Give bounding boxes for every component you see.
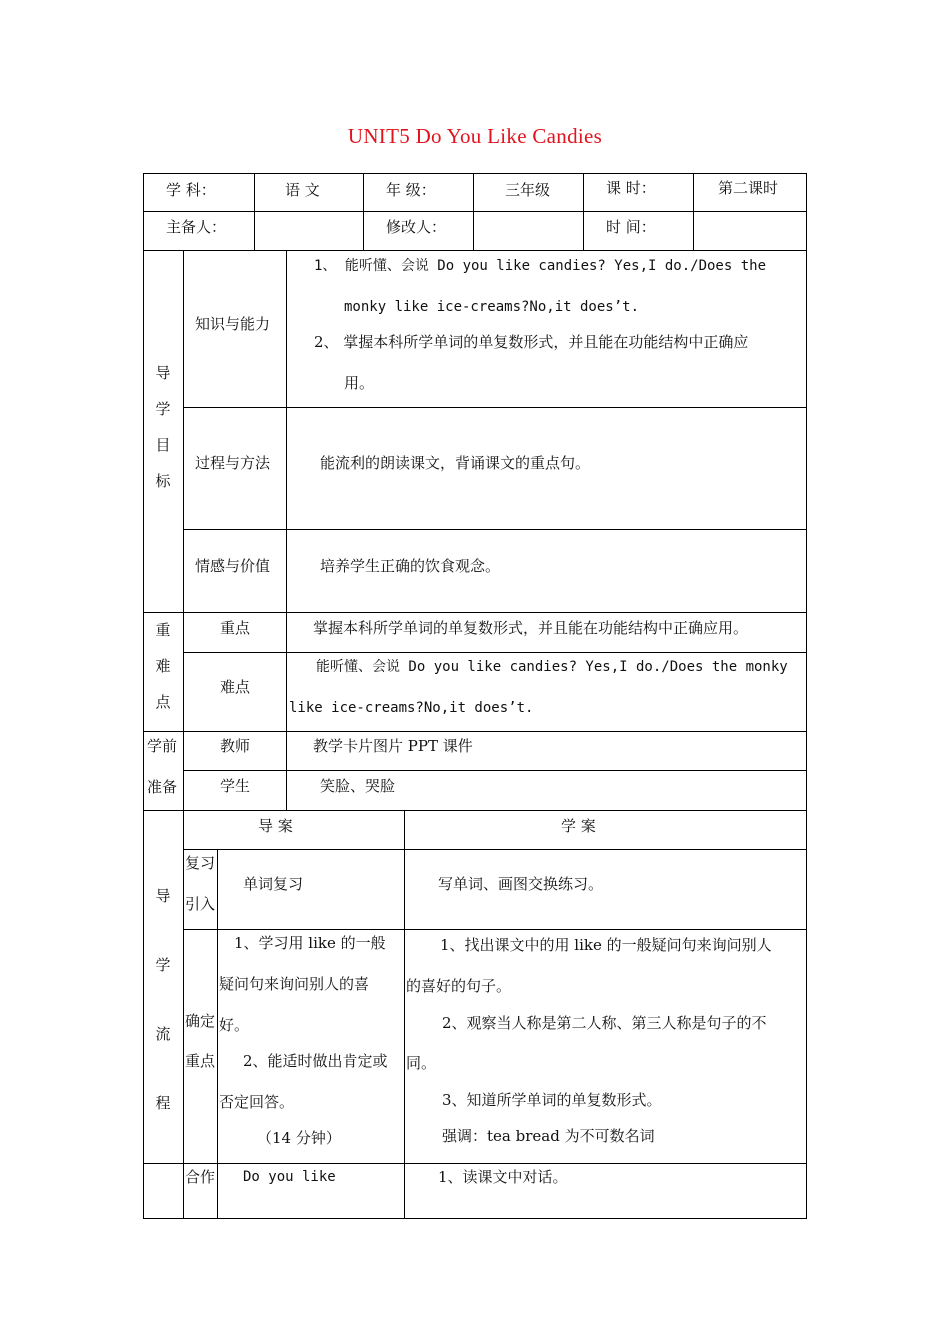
time-label: 时 间： <box>606 218 656 236</box>
focus-guide-line-4: 2、能适时做出肯定或 <box>243 1052 388 1070</box>
reviser-label: 修改人： <box>386 218 447 236</box>
review-stage-line-2: 引入 <box>185 895 216 913</box>
review-guide: 单词复习 <box>243 875 304 893</box>
focus-study-line-4: 同。 <box>406 1054 437 1072</box>
cooperate-study: 1、读课文中对话。 <box>438 1168 568 1186</box>
student-label: 学生 <box>220 777 251 795</box>
preparer-label: 主备人： <box>166 218 227 236</box>
focus-stage-line-2: 重点 <box>185 1052 216 1070</box>
guide-header: 导 案 <box>258 817 293 835</box>
focus-guide-line-2: 疑问句来询问别人的喜 <box>219 975 370 993</box>
difficult-label: 难点 <box>220 678 251 696</box>
focus-study-line-3: 2、观察当人称是第二人称、第三人称是句子的不 <box>442 1014 767 1032</box>
teacher-label: 教师 <box>220 737 251 755</box>
key-text: 掌握本科所学单词的单复数形式，并且能在功能结构中正确应用。 <box>313 619 749 637</box>
study-header: 学 案 <box>561 817 596 835</box>
knowledge-item-2-line-1: 2、 掌握本科所学单词的单复数形式，并且能在功能结构中正确应 <box>314 333 749 351</box>
period-label: 课 时： <box>606 179 656 197</box>
grade-value: 三年级 <box>505 181 551 199</box>
focus-guide-line-6: （14 分钟） <box>257 1129 341 1147</box>
focus-study-line-6: 强调：tea bread 为不可数名词 <box>442 1127 655 1145</box>
focus-study-line-1: 1、找出课文中的用 like 的一般疑问句来询问别人 <box>440 936 772 954</box>
grade-label: 年 级： <box>386 181 436 199</box>
document-title: UNIT5 Do You Like Candies <box>347 124 603 148</box>
cooperate-guide: Do you like <box>243 1169 336 1185</box>
key-label: 重点 <box>220 619 251 637</box>
teacher-text: 教学卡片图片 PPT 课件 <box>313 737 473 755</box>
knowledge-item-1-line-2: monky like ice-creams?No,it does’t. <box>344 299 640 315</box>
knowledge-item-1-line-1: 1、 能听懂、会说 Do you like candies? Yes,I do./Does the <box>314 258 767 274</box>
objectives-section-label: 导学目标 <box>155 364 171 490</box>
preparation-label-line-1: 学前 <box>147 737 178 755</box>
review-study: 写单词、画图交换练习。 <box>438 875 604 893</box>
emotion-label: 情感与价值 <box>195 557 271 575</box>
cooperate-stage: 合作 <box>185 1168 216 1186</box>
process-label: 过程与方法 <box>195 454 271 472</box>
knowledge-label: 知识与能力 <box>195 315 271 333</box>
focus-guide-line-5: 否定回答。 <box>219 1093 295 1111</box>
flow-section-label: 导学流程 <box>155 887 171 1112</box>
subject-value: 语 文 <box>285 181 320 199</box>
preparation-label-line-2: 准备 <box>147 778 178 796</box>
focus-guide-line-3: 好。 <box>219 1016 250 1034</box>
knowledge-item-2-line-2: 用。 <box>344 374 375 392</box>
difficult-line-1: 能听懂、会说 Do you like candies? Yes,I do./Does the monky <box>316 659 788 675</box>
process-text: 能流利的朗读课文，背诵课文的重点句。 <box>320 454 591 472</box>
focus-stage-line-1: 确定 <box>185 1012 216 1030</box>
key-points-section-label: 重难点 <box>155 621 171 711</box>
focus-study-line-5: 3、知道所学单词的单复数形式。 <box>442 1091 662 1109</box>
difficult-line-2: like ice-creams?No,it does’t. <box>289 700 534 716</box>
focus-guide-line-1: 1、学习用 like 的一般 <box>234 934 386 952</box>
student-text: 笑脸、哭脸 <box>320 777 396 795</box>
subject-label: 学 科： <box>166 181 216 199</box>
period-value: 第二课时 <box>718 179 779 197</box>
review-stage-line-1: 复习 <box>185 854 216 872</box>
focus-study-line-2: 的喜好的句子。 <box>406 977 512 995</box>
emotion-text: 培养学生正确的饮食观念。 <box>320 557 501 575</box>
